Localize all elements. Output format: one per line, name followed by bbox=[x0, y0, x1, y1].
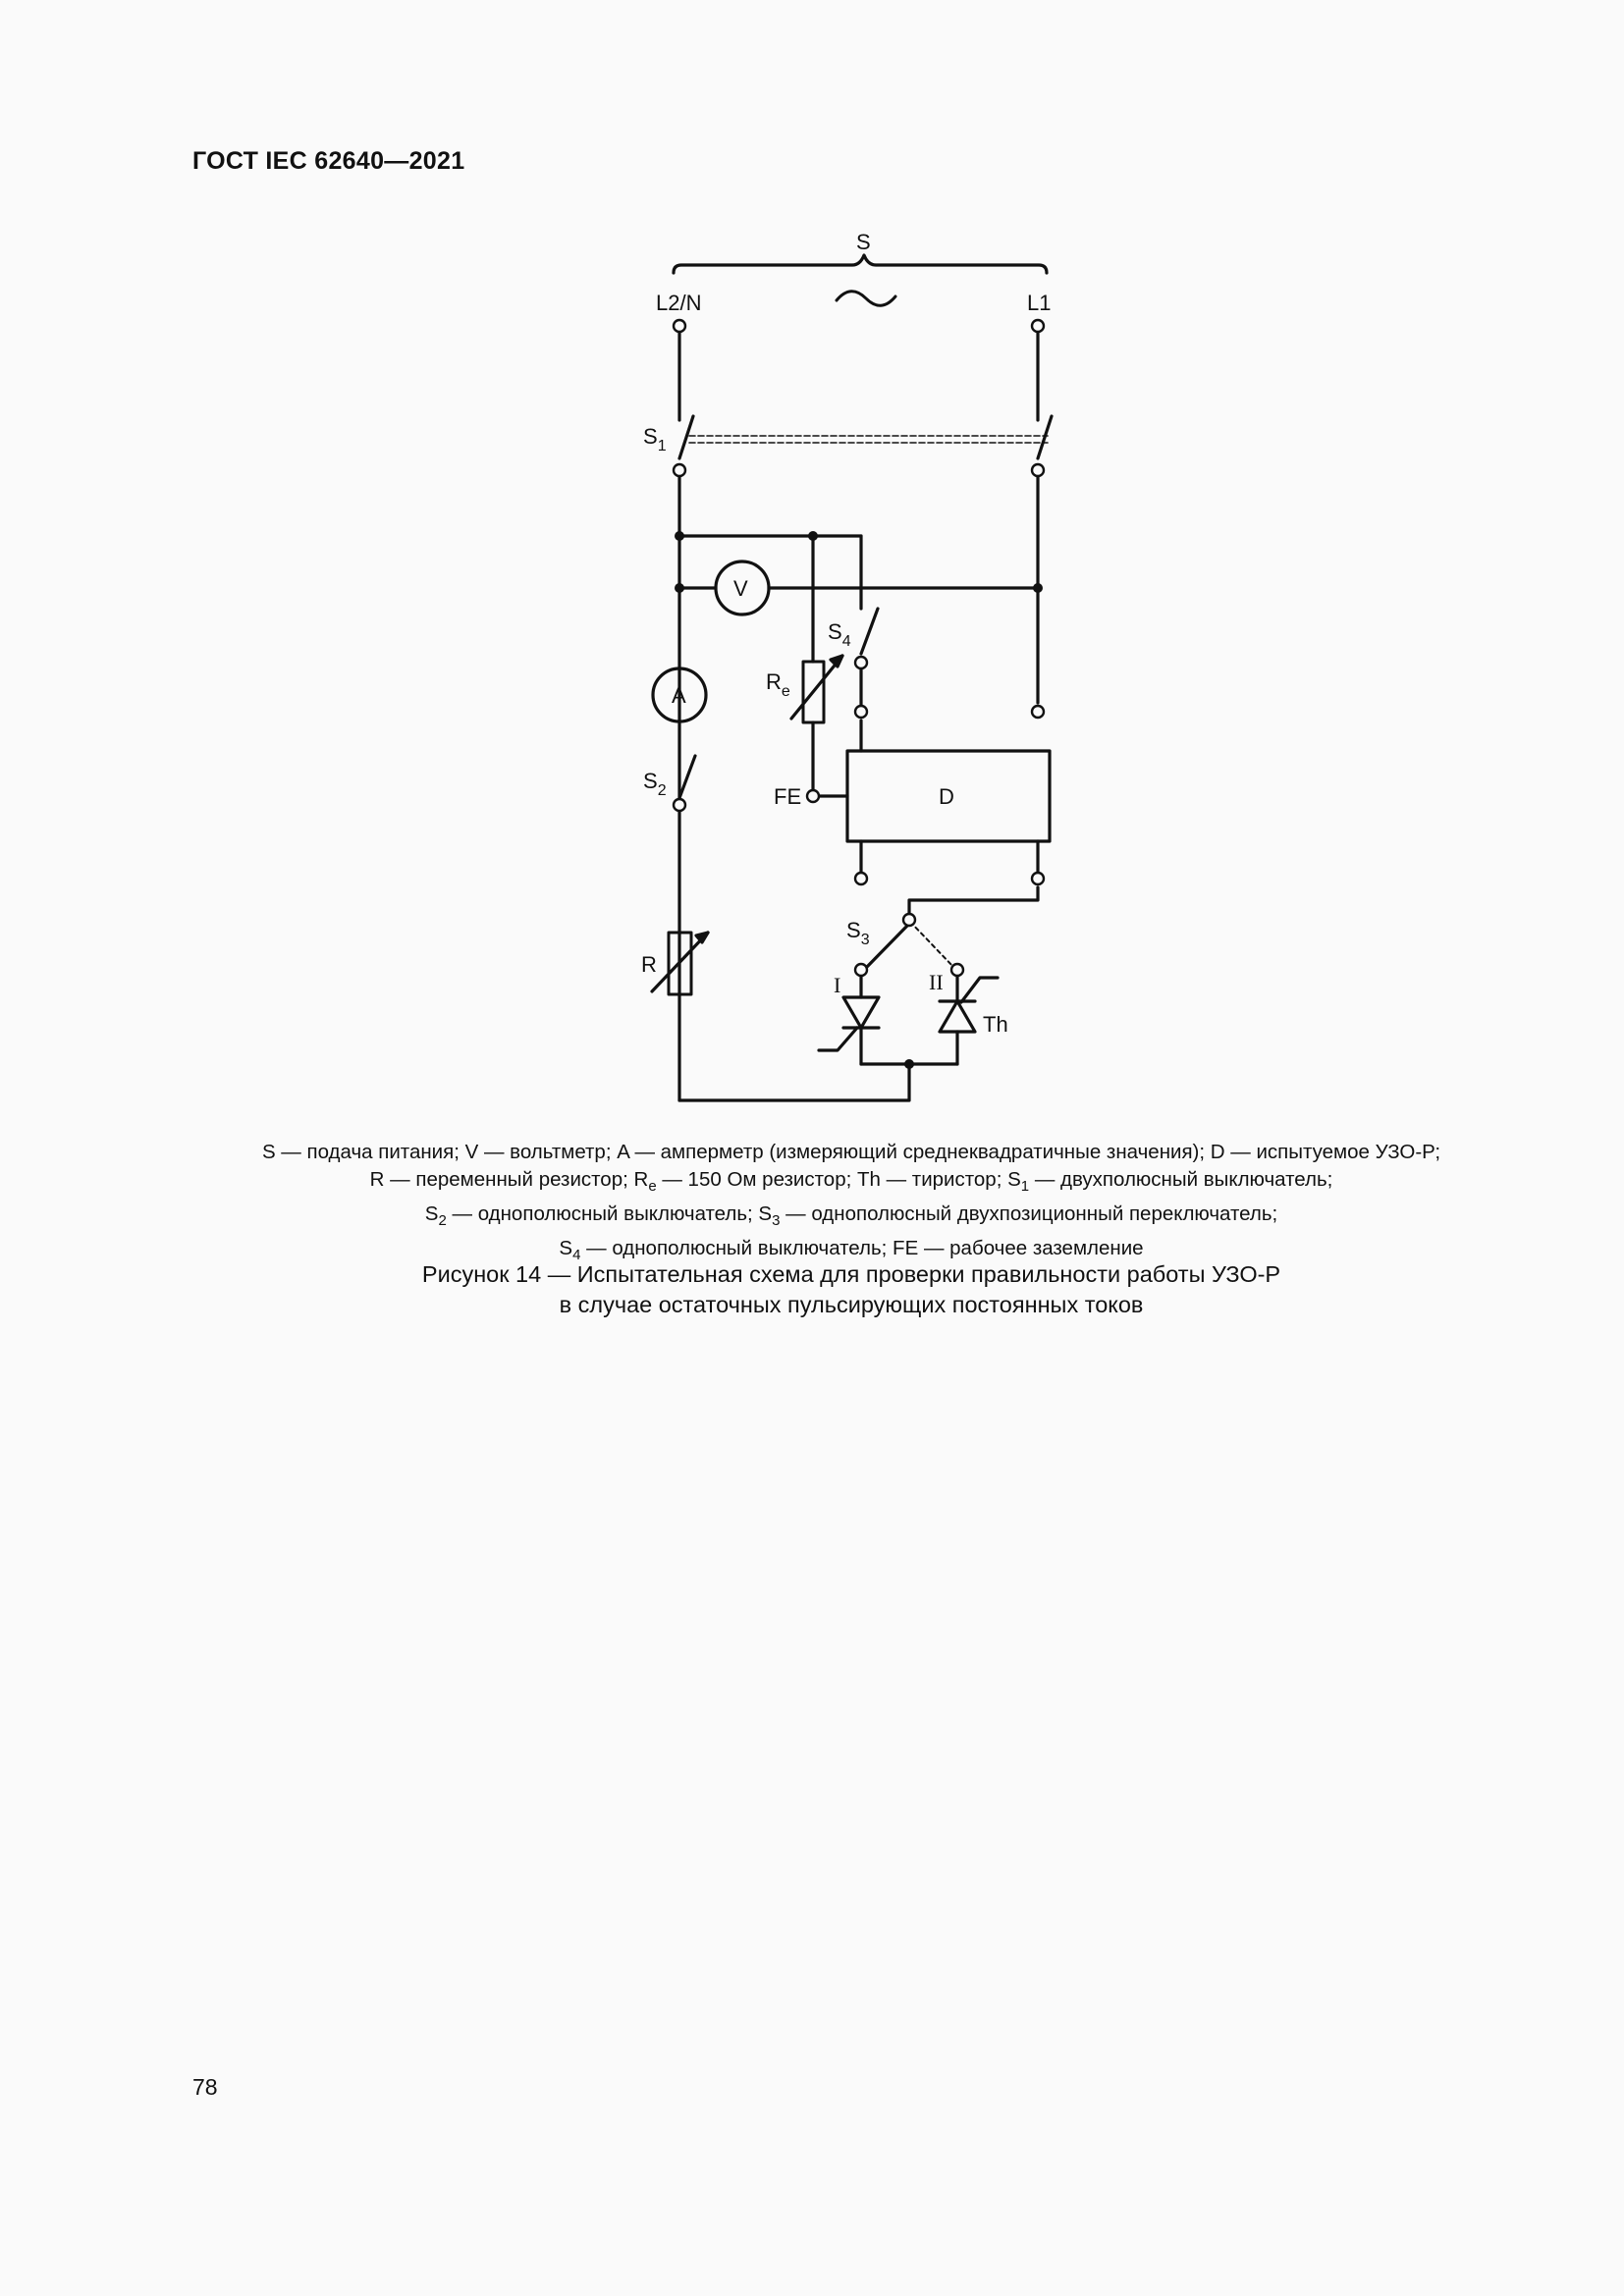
circuit-diagram bbox=[0, 0, 1624, 1129]
label-d: D bbox=[939, 784, 954, 809]
caption-line-1: Рисунок 14 — Испытательная схема для проверки правильности работы УЗО-Р bbox=[421, 1261, 1281, 1287]
legend-line-4: $S_4$ — однополюсный выключатель; FE — рабочее заземление bbox=[559, 1237, 1144, 1264]
document-header: ГОСТ IEC 62640—2021 bbox=[192, 147, 465, 175]
diode-i bbox=[843, 997, 879, 1028]
label-l1: L1 bbox=[1027, 291, 1052, 315]
terminal-fe bbox=[807, 790, 819, 802]
label-re: $R_e$ bbox=[766, 669, 790, 700]
legend-line-2: R — переменный резистор; $R_e$ — 150 Ом резистор; Th — тиристор; $S_1$ — двухполюсный выключатель; bbox=[369, 1168, 1333, 1196]
figure-caption bbox=[0, 1259, 1624, 1320]
label-fe: FE bbox=[774, 784, 802, 809]
label-s3: $S_3$ bbox=[846, 918, 870, 948]
switch-s1-right-blade bbox=[1038, 416, 1052, 458]
label-s: S bbox=[856, 230, 871, 254]
terminal-l1 bbox=[1032, 320, 1044, 332]
switch-s3-dashed-link bbox=[910, 922, 953, 967]
ac-tilde-icon bbox=[837, 292, 895, 306]
switch-s4-blade bbox=[861, 609, 878, 654]
label-th: Th bbox=[983, 1012, 1008, 1037]
label-s2: $S_2$ bbox=[643, 769, 667, 799]
label-position-ii: II bbox=[929, 970, 944, 994]
supply-brace bbox=[674, 255, 1047, 273]
legend-line-1: S — подача питания; V — вольтметр; A — амперметр (измеряющий среднеквадратичные значения); D — испытуемое УЗО-Р; bbox=[261, 1141, 1441, 1163]
label-position-i: I bbox=[834, 973, 841, 997]
switch-s2-blade bbox=[679, 756, 695, 798]
thyristor-ii bbox=[940, 1001, 975, 1032]
label-v: V bbox=[733, 576, 748, 601]
label-a: A bbox=[672, 683, 686, 708]
label-s1: $S_1$ bbox=[643, 424, 667, 454]
switch-s3-blade bbox=[864, 924, 909, 970]
label-s4: $S_4$ bbox=[828, 619, 851, 650]
terminal-l2n bbox=[674, 320, 685, 332]
figure-legend bbox=[0, 1139, 1624, 1269]
label-l2n: L2/N bbox=[656, 291, 702, 315]
switch-s1-left-blade bbox=[679, 416, 693, 458]
legend-line-3: $S_2$ — однополюсный выключатель; $S_3$ — однополюсный двухпозиционный переключатель; bbox=[424, 1202, 1278, 1230]
page-number: 78 bbox=[192, 2074, 218, 2100]
label-r: R bbox=[641, 952, 657, 977]
caption-line-2: в случае остаточных пульсирующих постоянных токов bbox=[559, 1292, 1144, 1317]
